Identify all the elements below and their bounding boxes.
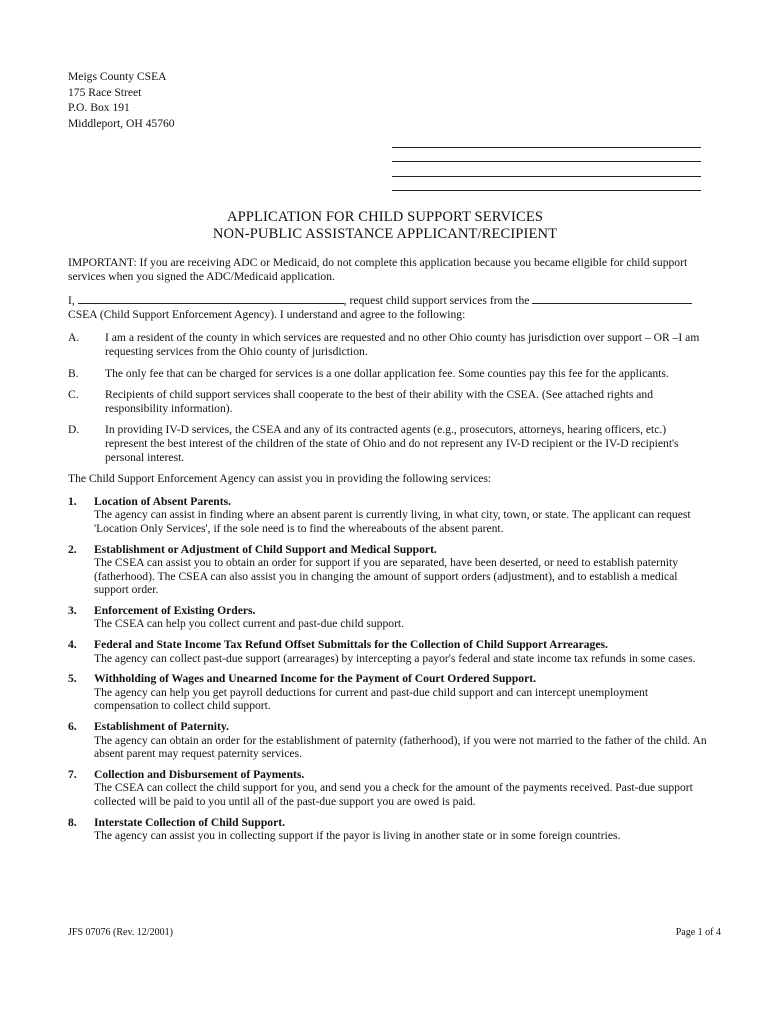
service-item (68, 543, 708, 597)
request-line (68, 292, 708, 308)
blank-line[interactable] (392, 133, 701, 148)
page-number: Page 1 of 4 (675, 927, 721, 938)
address-line: P.O. Box 191 (68, 101, 130, 115)
form-id: JFS 07076 (Rev. 12/2001) (68, 927, 173, 938)
service-heading: Collection and Disbursement of Payments. (94, 767, 305, 781)
item-text: I am a resident of the county in which services are requested and no other Ohio county has jurisdiction over support – OR –I am requesting services from the Ohio county of jurisdiction. (105, 331, 700, 358)
agreement-list (68, 331, 708, 464)
service-number: 3. (68, 603, 77, 617)
address-line: Middleport, OH 45760 (68, 116, 175, 130)
service-number: 7. (68, 767, 77, 781)
address-line: 175 Race Street (68, 85, 142, 99)
service-heading: Enforcement of Existing Orders. (94, 603, 256, 617)
service-heading: Location of Absent Parents. (94, 494, 231, 508)
service-item (68, 495, 708, 536)
service-number: 8. (68, 815, 77, 829)
item-letter: D. (68, 423, 80, 437)
service-number: 6. (68, 720, 77, 734)
service-number: 1. (68, 494, 77, 508)
service-item (68, 816, 708, 843)
service-text: The agency can assist you in collecting support if the payor is living in another state or in some foreign countries. (94, 829, 621, 843)
applicant-name-field[interactable] (78, 292, 344, 304)
list-item (68, 331, 708, 358)
form-body (68, 256, 708, 850)
service-heading: Withholding of Wages and Unearned Income for the Payment of Court Ordered Support. (94, 672, 536, 686)
service-item (68, 638, 708, 665)
address-line: Meigs County CSEA (68, 70, 167, 83)
important-notice: IMPORTANT: If you are receiving ADC or Medicaid, do not complete this application because you became eligible for child support services when you signed the ADC/Medicaid application. (68, 256, 688, 283)
list-item (68, 388, 708, 415)
service-text: The CSEA can assist you to obtain an order for support if you are separated, have been deserted, or need to establish paternity (fatherhood). The CSEA can also assist you in changing the amount of support orders (adjustment), and to establish a medical support order. (94, 556, 679, 597)
item-letter: B. (68, 366, 79, 380)
service-number: 5. (68, 672, 77, 686)
request-prefix: I, (68, 294, 75, 308)
service-number: 4. (68, 638, 77, 652)
service-heading: Establishment of Paternity. (94, 720, 229, 734)
service-text: The CSEA can collect the child support for you, and send you a check for the amount of the payments received. Past-due support collected will be paid to you until all of the past-due support you are owed is paid. (94, 781, 693, 808)
service-item (68, 720, 708, 761)
service-number: 2. (68, 542, 77, 556)
request-middle: , request child support services from the (343, 294, 530, 308)
service-item (68, 604, 708, 631)
agency-address (68, 69, 175, 131)
service-item (68, 672, 708, 713)
blank-line[interactable] (392, 177, 701, 192)
service-text: The CSEA can help you collect current and past-due child support. (94, 617, 405, 631)
form-title (0, 209, 770, 243)
item-text: In providing IV-D services, the CSEA and any of its contracted agents (e.g., prosecutors, attorneys, hearing officers, etc.) represent the best interest of the children of the state of Ohio and do not represent any IV-D recipient or the IV-D recipient's personal interest. (105, 423, 679, 464)
service-text: The agency can obtain an order for the establishment of paternity (fatherhood), if you were not married to the father of the child. An absent parent may request paternity services. (94, 733, 707, 761)
subtitle-line: NON-PUBLIC ASSISTANCE APPLICANT/RECIPIENT (212, 226, 558, 242)
item-text: Recipients of child support services shall cooperate to the best of their ability with the CSEA. (See attached rights and responsibility information). (105, 388, 653, 415)
applicant-address-blanks[interactable] (392, 133, 701, 191)
title-line: APPLICATION FOR CHILD SUPPORT SERVICES (226, 209, 544, 225)
service-text: The agency can collect past-due support (arrearages) by intercepting a payor's federal and state income tax refunds in some cases. (94, 651, 696, 665)
item-letter: C. (68, 388, 79, 402)
service-text: The agency can help you get payroll deductions for current and past-due child support and can intercept unemployment compensation to collect child support. (94, 685, 649, 713)
services-list (68, 495, 708, 843)
blank-line[interactable] (392, 162, 701, 177)
service-heading: Federal and State Income Tax Refund Offset Submittals for the Collection of Child Support Arrearages. (94, 638, 608, 652)
item-letter: A. (68, 331, 80, 345)
item-text: The only fee that can be charged for services is a one dollar application fee. Some counties pay this fee for the applicants. (105, 366, 669, 380)
blank-line[interactable] (392, 148, 701, 163)
service-text: The agency can assist in finding where an absent parent is currently living, in what city, town, or state. The applicant can request 'Location Only Services', if the sole need is to find the whereabouts of the absent parent. (94, 508, 691, 535)
service-heading: Interstate Collection of Child Support. (94, 815, 285, 829)
service-item (68, 768, 708, 809)
service-heading: Establishment or Adjustment of Child Support and Medical Support. (94, 542, 437, 556)
county-name-field[interactable] (532, 292, 692, 304)
list-item (68, 367, 708, 381)
request-line2: CSEA (Child Support Enforcement Agency). I understand and agree to the following: (68, 307, 466, 321)
list-item (68, 423, 708, 464)
services-intro: The Child Support Enforcement Agency can assist you in providing the following services: (68, 472, 492, 486)
